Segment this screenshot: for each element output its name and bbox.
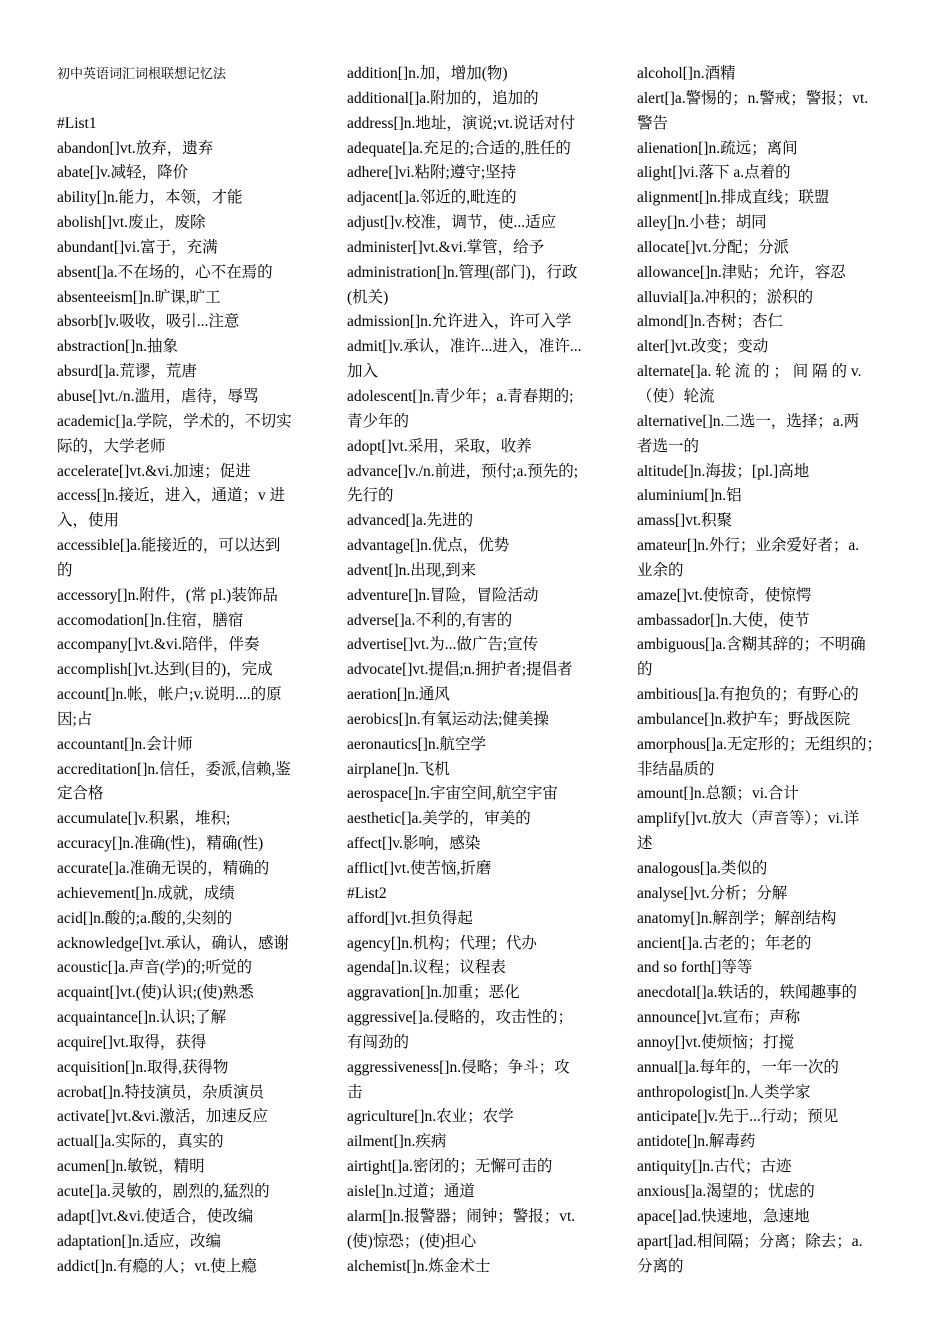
vocab-line: abundant[]vi.富于，充满 bbox=[57, 238, 218, 256]
vocab-line: aggressive[]a.侵略的，攻击性的； bbox=[347, 1009, 573, 1027]
vocab-line: alight[]vi.落下 a.点着的 bbox=[637, 164, 791, 182]
vocab-line: adolescent[]n.青少年；a.青春期的; bbox=[347, 387, 574, 405]
vocab-line: adequate[]a.充足的;合适的,胜任的 bbox=[347, 139, 571, 157]
vocab-line: alienation[]n.疏远；离间 bbox=[637, 139, 798, 157]
vocab-line: aluminium[]n.铝 bbox=[637, 487, 742, 505]
vocab-line bbox=[57, 87, 315, 112]
vocab-line: apace[]ad.快速地，急速地 bbox=[637, 1207, 810, 1225]
vocab-line: advanced[]a.先进的 bbox=[347, 512, 474, 530]
vocab-line: 者选一的 bbox=[637, 437, 700, 455]
column-3 bbox=[637, 62, 899, 1279]
vocab-line: accessible[]a.能接近的，可以达到 bbox=[57, 537, 281, 555]
vocab-line: apart[]ad.相间隔；分离；除去；a. bbox=[637, 1232, 863, 1250]
vocab-line: aggravation[]n.加重；恶化 bbox=[347, 984, 520, 1002]
vocab-line: (使)惊恐；(使)担心 bbox=[347, 1232, 477, 1250]
vocab-line: activate[]vt.&vi.激活，加速反应 bbox=[57, 1108, 268, 1126]
vocab-line: afford[]vt.担负得起 bbox=[347, 909, 473, 927]
vocab-line: allowance[]n.津贴；允许，容忍 bbox=[637, 263, 846, 281]
vocab-line: abuse[]vt./n.滥用，虐待，辱骂 bbox=[57, 387, 259, 405]
vocab-line: ability[]n.能力，本领，才能 bbox=[57, 189, 243, 207]
vocab-line: acquisition[]n.取得,获得物 bbox=[57, 1058, 229, 1076]
vocab-line: 有闯劲的 bbox=[347, 1033, 410, 1051]
vocab-line: amateur[]n.外行；业余爱好者；a. bbox=[637, 537, 860, 555]
vocab-line: accuracy[]n.准确(性)，精确(性) bbox=[57, 835, 264, 853]
vocab-line: 先行的 bbox=[347, 487, 394, 505]
vocab-line: ambitious[]a.有抱负的；有野心的 bbox=[637, 686, 859, 704]
vocab-line: alluvial[]a.冲积的；淤积的 bbox=[637, 288, 814, 306]
vocab-line: adjust[]v.校准，调节，使...适应 bbox=[347, 214, 557, 232]
vocab-line: acute[]a.灵敏的，剧烈的,猛烈的 bbox=[57, 1182, 270, 1200]
vocab-line: altitude[]n.海拔；[pl.]高地 bbox=[637, 462, 810, 480]
vocab-line: anthropologist[]n.人类学家 bbox=[637, 1083, 811, 1101]
vocab-line: abandon[]vt.放弃，遗弃 bbox=[57, 139, 214, 157]
vocab-line: amorphous[]a.无定形的；无组织的； bbox=[637, 735, 882, 753]
vocab-line: 青少年的 bbox=[347, 412, 410, 430]
vocab-line: account[]n.帐，帐户;v.说明....的原 bbox=[57, 686, 282, 704]
vocab-line: advantage[]n.优点，优势 bbox=[347, 537, 510, 555]
vocab-line: adjacent[]a.邻近的,毗连的 bbox=[347, 189, 517, 207]
vocab-line: alcohol[]n.酒精 bbox=[637, 65, 736, 82]
vocab-line: amplify[]vt.放大（声音等）；vi.详 bbox=[637, 810, 860, 828]
vocab-line: admission[]n.允许进入，许可入学 bbox=[347, 313, 572, 331]
list-heading: #List2 bbox=[347, 884, 387, 902]
vocab-line: antiquity[]n.古代；古迹 bbox=[637, 1158, 792, 1176]
vocab-line: adapt[]vt.&vi.使适合，使改编 bbox=[57, 1207, 254, 1225]
vocab-line: aerospace[]n.宇宙空间,航空宇宙 bbox=[347, 785, 558, 803]
vocab-line: accompany[]vt.&vi.陪伴，伴奏 bbox=[57, 636, 260, 654]
vocab-line: 因;占 bbox=[57, 710, 93, 728]
vocab-line: achievement[]n.成就，成绩 bbox=[57, 884, 235, 902]
vocab-line: （使）轮流 bbox=[637, 387, 715, 405]
vocab-line: (机关) bbox=[347, 288, 389, 306]
vocab-line: alternate[]a. 轮 流 的 ； 间 隔 的 v. bbox=[637, 363, 862, 381]
vocab-line: 的 bbox=[57, 561, 73, 579]
vocab-line: addition[]n.加，增加(物) bbox=[347, 65, 508, 82]
vocab-line: annual[]a.每年的，一年一次的 bbox=[637, 1058, 839, 1076]
vocab-line: acquaintance[]n.认识;了解 bbox=[57, 1009, 227, 1027]
vocab-line: access[]n.接近，进入，通道；v 进 bbox=[57, 487, 286, 505]
vocab-line: airtight[]a.密闭的；无懈可击的 bbox=[347, 1158, 553, 1176]
vocab-line: alignment[]n.排成直线；联盟 bbox=[637, 189, 830, 207]
vocab-line: amass[]vt.积聚 bbox=[637, 512, 733, 530]
vocab-line: absurd[]a.荒谬，荒唐 bbox=[57, 363, 197, 381]
vocab-line: aeronautics[]n.航空学 bbox=[347, 735, 487, 753]
vocab-line: alchemist[]n.炼金术士 bbox=[347, 1257, 491, 1275]
vocab-line: ambiguous[]a.含糊其辞的；不明确 bbox=[637, 636, 866, 654]
list-heading: #List1 bbox=[57, 114, 97, 132]
vocab-line: aisle[]n.过道；通道 bbox=[347, 1182, 475, 1200]
vocab-line: adhere[]vi.粘附;遵守;坚持 bbox=[347, 164, 517, 182]
vocab-line: accelerate[]vt.&vi.加速；促进 bbox=[57, 462, 251, 480]
vocab-line: anecdotal[]a.轶话的，轶闻趣事的 bbox=[637, 984, 857, 1002]
vocab-line: alter[]vt.改变；变动 bbox=[637, 338, 769, 356]
vocab-line: annoy[]vt.使烦恼；打搅 bbox=[637, 1033, 795, 1051]
vocab-line: accomodation[]n.住宿，膳宿 bbox=[57, 611, 244, 629]
vocab-line: aerobics[]n.有氧运动法;健美操 bbox=[347, 710, 549, 728]
vocab-line: abstraction[]n.抽象 bbox=[57, 338, 178, 356]
vocab-line: accurate[]a.准确无误的，精确的 bbox=[57, 860, 270, 877]
vocab-line: addict[]n.有瘾的人；vt.使上瘾 bbox=[57, 1257, 257, 1275]
column-2 bbox=[347, 62, 605, 1279]
vocab-line: ambulance[]n.救护车；野战医院 bbox=[637, 710, 851, 728]
vocab-line: accessory[]n.附件，(常 pl.)装饰品 bbox=[57, 586, 278, 604]
vocab-line: admit[]v.承认，准许...进入，准许... bbox=[347, 338, 582, 356]
vocab-line: absenteeism[]n.旷课,旷工 bbox=[57, 288, 221, 306]
vocab-line: anatomy[]n.解剖学；解剖结构 bbox=[637, 909, 837, 927]
vocab-line: accomplish[]vt.达到(目的)，完成 bbox=[57, 661, 273, 679]
vocab-line: academic[]a.学院，学术的，不切实 bbox=[57, 412, 292, 430]
vocab-line: 业余的 bbox=[637, 561, 684, 579]
vocab-line: actual[]a.实际的，真实的 bbox=[57, 1133, 224, 1151]
vocab-line: ambassador[]n.大使，使节 bbox=[637, 611, 810, 629]
vocab-line: administration[]n.管理(部门)，行政 bbox=[347, 263, 578, 281]
vocab-line: agriculture[]n.农业；农学 bbox=[347, 1108, 514, 1126]
vocab-line: accumulate[]v.积累，堆积; bbox=[57, 810, 231, 828]
vocab-line: announce[]vt.宣布；声称 bbox=[637, 1009, 801, 1027]
vocab-line: 述 bbox=[637, 835, 653, 853]
vocab-line: analogous[]a.类似的 bbox=[637, 860, 768, 877]
vocab-line: 入，使用 bbox=[57, 512, 120, 530]
vocab-line: advertise[]vt.为...做广告;宣传 bbox=[347, 636, 539, 654]
vocab-line: administer[]vt.&vi.掌管，给予 bbox=[347, 238, 545, 256]
vocab-line: absorb[]v.吸收，吸引...注意 bbox=[57, 313, 240, 331]
vocab-line: 际的，大学老师 bbox=[57, 437, 166, 455]
vocab-line: analyse[]vt.分析；分解 bbox=[637, 884, 788, 902]
vocab-line: acoustic[]a.声音(学)的;听觉的 bbox=[57, 959, 252, 977]
vocab-line: adventure[]n.冒险，冒险活动 bbox=[347, 586, 539, 604]
vocab-line: agenda[]n.议程；议程表 bbox=[347, 959, 506, 977]
vocab-line: ailment[]n.疾病 bbox=[347, 1133, 447, 1151]
column-1 bbox=[57, 62, 315, 1279]
vocab-line: acid[]n.酸的;a.酸的,尖刻的 bbox=[57, 909, 233, 927]
vocab-line: accreditation[]n.信任，委派,信赖,鉴 bbox=[57, 760, 291, 778]
vocab-line: adopt[]vt.采用，采取，收养 bbox=[347, 437, 532, 455]
vocab-line: 非结晶质的 bbox=[637, 760, 715, 778]
vocab-line: advent[]n.出现,到来 bbox=[347, 561, 477, 579]
vocab-line: affect[]v.影响，感染 bbox=[347, 835, 481, 853]
vocab-line: 警告 bbox=[637, 114, 669, 132]
vocab-line: additional[]a.附加的，追加的 bbox=[347, 89, 539, 107]
vocab-line: airplane[]n.飞机 bbox=[347, 760, 450, 778]
vocab-line: absent[]a.不在场的，心不在焉的 bbox=[57, 263, 273, 281]
document-title: 初中英语词汇词根联想记忆法 bbox=[57, 66, 227, 81]
vocab-line: afflict[]vt.使苦恼,折磨 bbox=[347, 860, 492, 877]
vocab-line: ancient[]a.古老的；年老的 bbox=[637, 934, 812, 952]
vocab-line: 定合格 bbox=[57, 785, 104, 803]
vocab-line: aggressiveness[]n.侵略；争斗；攻 bbox=[347, 1058, 570, 1076]
vocab-line: advance[]v./n.前进，预付;a.预先的; bbox=[347, 462, 579, 480]
vocab-line: alert[]a.警惕的；n.警戒；警报；vt. bbox=[637, 89, 869, 107]
vocab-line: aesthetic[]a.美学的，审美的 bbox=[347, 810, 531, 828]
vocab-line: almond[]n.杏树；杏仁 bbox=[637, 313, 783, 331]
vocab-line: address[]n.地址，演说;vt.说话对付 bbox=[347, 114, 576, 132]
vocab-line: acknowledge[]vt.承认，确认，感谢 bbox=[57, 934, 290, 952]
vocab-line: acquaint[]vt.(使)认识;(使)熟悉 bbox=[57, 984, 254, 1002]
vocab-line: and so forth[]等等 bbox=[637, 959, 753, 977]
vocab-line: adaptation[]n.适应，改编 bbox=[57, 1232, 222, 1250]
vocab-line: alternative[]n.二选一，选择；a.两 bbox=[637, 412, 860, 430]
vocab-line: anticipate[]v.先于...行动；预见 bbox=[637, 1108, 839, 1126]
vocab-line: acrobat[]n.特技演员，杂质演员 bbox=[57, 1083, 265, 1101]
vocab-line: accountant[]n.会计师 bbox=[57, 735, 193, 753]
vocab-line: 分离的 bbox=[637, 1257, 684, 1275]
vocab-line: alley[]n.小巷；胡同 bbox=[637, 214, 767, 232]
vocab-line: adverse[]a.不利的,有害的 bbox=[347, 611, 513, 629]
vocab-line: amount[]n.总额；vi.合计 bbox=[637, 785, 799, 803]
vocab-line: 加入 bbox=[347, 363, 379, 381]
vocab-line: acquire[]vt.取得，获得 bbox=[57, 1033, 207, 1051]
vocab-line: allocate[]vt.分配；分派 bbox=[637, 238, 789, 256]
vocab-line: amaze[]vt.使惊奇，使惊愕 bbox=[637, 586, 812, 604]
vocab-line: aeration[]n.通风 bbox=[347, 686, 450, 704]
vocab-line: 击 bbox=[347, 1083, 363, 1101]
vocab-line: abolish[]vt.废止，废除 bbox=[57, 214, 206, 232]
vocab-line: 的 bbox=[637, 661, 653, 679]
vocab-line: alarm[]n.报警器；闹钟；警报；vt. bbox=[347, 1207, 576, 1225]
vocab-line: abate[]v.减轻，降价 bbox=[57, 164, 189, 182]
vocab-line: anxious[]a.渴望的；忧虑的 bbox=[637, 1182, 815, 1200]
vocab-line: acumen[]n.敏锐，精明 bbox=[57, 1158, 205, 1176]
vocab-line: antidote[]n.解毒药 bbox=[637, 1133, 756, 1151]
vocab-line: advocate[]vt.提倡;n.拥护者;提倡者 bbox=[347, 661, 573, 679]
vocab-line: agency[]n.机构；代理；代办 bbox=[347, 934, 537, 952]
